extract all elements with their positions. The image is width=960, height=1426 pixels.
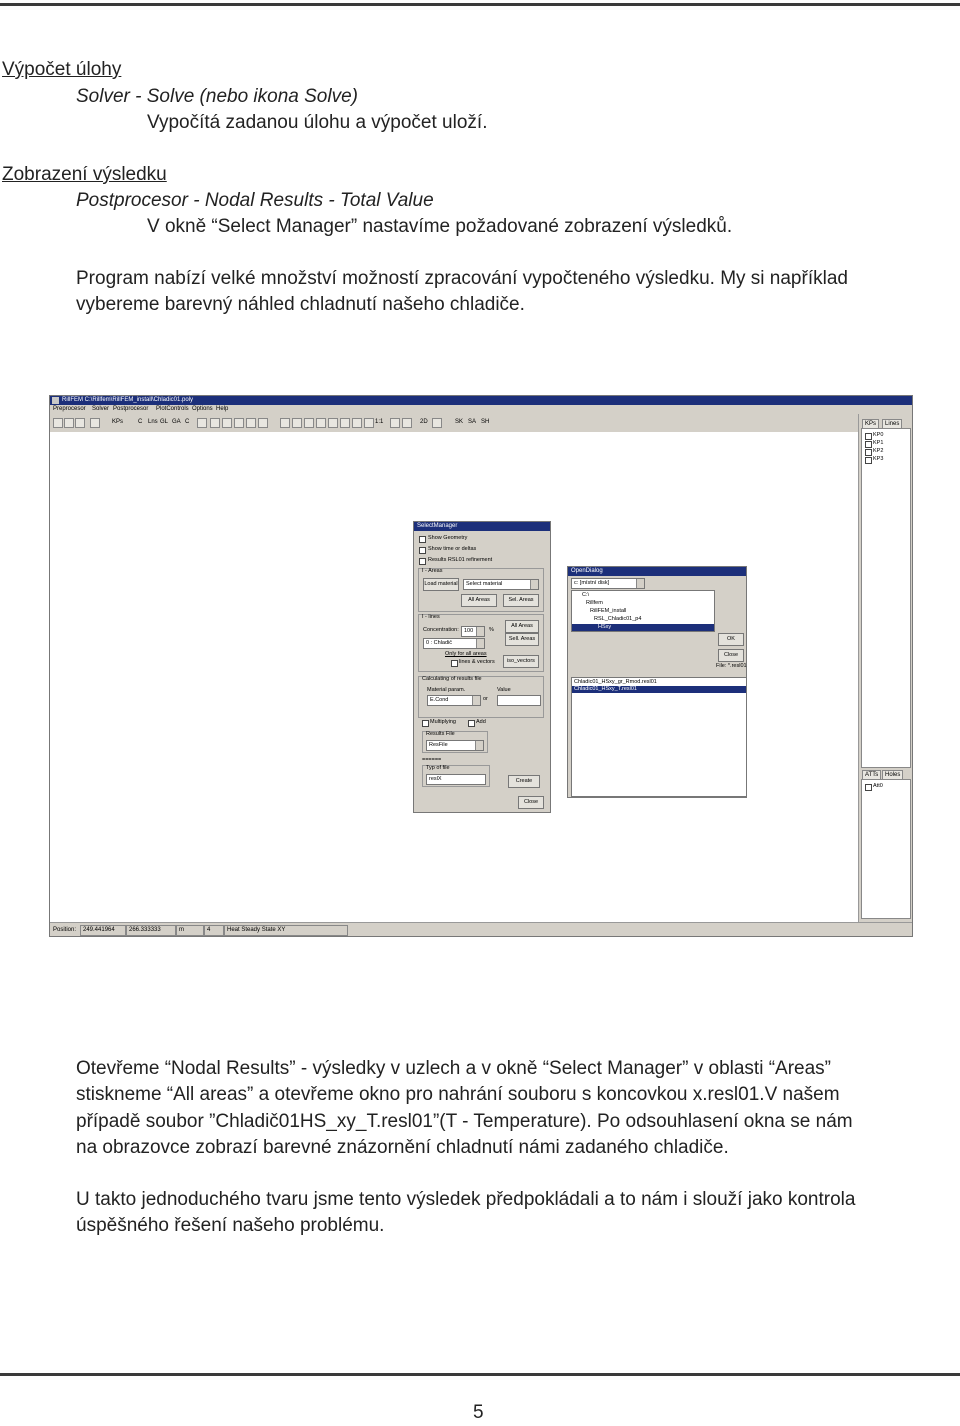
chevron-down-icon bbox=[476, 627, 484, 636]
rotate-icon[interactable] bbox=[292, 418, 302, 428]
paragraph-line: na obrazovce zobrazí barevné znázornění chladnutí námi zadaného chladiče. bbox=[76, 1136, 729, 1158]
material-param-dropdown[interactable] bbox=[427, 695, 481, 706]
view-icon[interactable] bbox=[432, 418, 442, 428]
show-geometry-checkbox[interactable] bbox=[419, 536, 426, 543]
select-manager-close-button[interactable]: Close bbox=[518, 796, 544, 809]
selected-directory-row[interactable] bbox=[572, 624, 714, 631]
create-button[interactable]: Create bbox=[508, 775, 540, 788]
menu-preprocesor[interactable]: Preprocesor bbox=[53, 406, 86, 412]
lines-group-label: I - lines bbox=[422, 614, 440, 620]
toolbar-scale[interactable]: 1:1 bbox=[375, 419, 384, 425]
tab-lines[interactable]: Lines bbox=[882, 419, 902, 429]
sel-areas-button[interactable]: Sel. Areas bbox=[503, 594, 539, 607]
only-for-all-areas-label: Only for all areas bbox=[445, 651, 487, 657]
file-filter-label: File: *.resl01 bbox=[716, 663, 747, 669]
material-param-label: Material param. bbox=[427, 687, 466, 693]
paragraph-line: úspěšného řešení našeho problému. bbox=[76, 1215, 385, 1237]
postprocesor-menu-path: Postprocesor - Nodal Results - Total Value bbox=[76, 190, 434, 211]
select-icon[interactable] bbox=[222, 418, 232, 428]
tab-kps[interactable]: KPs bbox=[862, 419, 879, 429]
directory-item[interactable]: RSL_Chladic01_p4 bbox=[594, 616, 642, 622]
results-refinement-label: Results RSL01 refinement bbox=[428, 557, 493, 563]
toolbar-sh[interactable]: SH bbox=[481, 419, 490, 425]
kp-list bbox=[861, 428, 911, 768]
fit-icon[interactable] bbox=[304, 418, 314, 428]
status-label: Position: bbox=[53, 927, 77, 933]
concentration-value: 100 bbox=[464, 628, 474, 634]
calc-group-label: Calculating of results file bbox=[422, 676, 482, 682]
toolbar-2d[interactable]: 2D bbox=[420, 419, 428, 425]
status-num: 4 bbox=[204, 925, 224, 936]
bottom-rule bbox=[0, 1373, 960, 1376]
kp1-checkbox[interactable] bbox=[865, 441, 872, 448]
rillfem-screenshot bbox=[49, 395, 913, 937]
file-list[interactable] bbox=[571, 677, 747, 797]
toolbar bbox=[50, 414, 912, 433]
directory-item[interactable]: C:\ bbox=[582, 592, 590, 598]
arrow-right-icon[interactable] bbox=[340, 418, 350, 428]
lines-all-areas-button[interactable]: All Areas bbox=[505, 620, 539, 633]
select-material-dropdown[interactable] bbox=[463, 579, 539, 590]
kp-item: KP3 bbox=[873, 456, 884, 462]
type-of-file-group bbox=[422, 765, 490, 787]
grid-icon[interactable] bbox=[258, 418, 268, 428]
status-unit: m bbox=[176, 925, 204, 936]
status-bar bbox=[50, 922, 912, 937]
open-file-icon[interactable] bbox=[64, 418, 74, 428]
status-y: 266.333333 bbox=[126, 925, 176, 936]
selected-file: Chladic01_HSxy_T.resl01 bbox=[574, 686, 637, 692]
add-label: Add bbox=[476, 719, 486, 725]
calc-group bbox=[418, 676, 544, 718]
lines-sel-areas-button[interactable]: Sell. Areas bbox=[505, 633, 539, 646]
multiplying-checkbox[interactable] bbox=[422, 720, 429, 727]
load-material-button[interactable]: Load material bbox=[423, 578, 459, 591]
kp2-checkbox[interactable] bbox=[865, 449, 872, 456]
add-checkbox[interactable] bbox=[468, 720, 475, 727]
results-refinement-checkbox[interactable] bbox=[419, 558, 426, 565]
postprocesor-description: V okně “Select Manager” nastavíme požadované zobrazení výsledků. bbox=[147, 216, 733, 237]
show-time-checkbox[interactable] bbox=[419, 547, 426, 554]
open-dialog-title: OpenDialog bbox=[568, 567, 746, 576]
toolbar-kps[interactable]: KPs bbox=[112, 419, 124, 425]
select-manager-dialog bbox=[413, 521, 551, 813]
page-number: 5 bbox=[473, 1402, 484, 1423]
show-time-label: Show time or deltas bbox=[428, 546, 477, 552]
areas-group-label: I - Areas bbox=[422, 568, 443, 574]
results-file-dropdown[interactable] bbox=[426, 740, 484, 751]
kp3-checkbox[interactable] bbox=[865, 457, 872, 464]
type-of-file-input[interactable]: reslX bbox=[426, 774, 486, 785]
drive-value: c: [místní disk] bbox=[574, 580, 610, 586]
lines-vectors-checkbox[interactable] bbox=[451, 660, 458, 667]
open-close-button[interactable]: Close bbox=[718, 649, 744, 662]
solver-description: Vypočítá zadanou úlohu a výpočet uloží. bbox=[147, 112, 488, 133]
att-list bbox=[861, 779, 911, 919]
menu-bar bbox=[50, 405, 912, 414]
pan-icon[interactable] bbox=[316, 418, 326, 428]
tab-atts[interactable]: ATTs bbox=[862, 770, 881, 780]
directory-item[interactable]: Rillfem bbox=[586, 600, 603, 606]
value-input[interactable] bbox=[497, 695, 541, 706]
menu-options[interactable]: Options bbox=[192, 406, 213, 412]
solver-menu-path: Solver - Solve (nebo ikona Solve) bbox=[76, 86, 358, 107]
kp0-checkbox[interactable] bbox=[865, 433, 872, 440]
mesh-icon[interactable] bbox=[390, 418, 400, 428]
top-rule bbox=[0, 3, 960, 6]
open-dialog bbox=[567, 566, 747, 798]
paragraph-otevreme bbox=[76, 1056, 960, 1161]
paragraph-line: případě soubor ”Chladič01HS_xy_T.resl01”(T - Temperature). Po odsouhlasení okna se nám bbox=[76, 1110, 853, 1132]
kp-item: KP1 bbox=[873, 440, 884, 446]
menu-plotcontrols[interactable]: PlotControls bbox=[156, 406, 189, 412]
toolbar-c2[interactable]: C bbox=[185, 419, 190, 425]
zoom-icon[interactable] bbox=[210, 418, 220, 428]
lines-vectors-label: lines & vectors bbox=[459, 659, 495, 665]
paragraph-line: Program nabízí velké množství možností zpracování vypočteného výsledku. My si například bbox=[76, 268, 848, 289]
paragraph-line: stiskneme “All areas” a otevřeme okno pro nahrání souboru s koncovkou x.resl01.V našem bbox=[76, 1084, 840, 1106]
arrow-up-icon[interactable] bbox=[352, 418, 362, 428]
toolbar-c[interactable]: C bbox=[138, 419, 143, 425]
zoom-in-icon[interactable] bbox=[234, 418, 244, 428]
results-file-label: Results File bbox=[426, 731, 455, 737]
results-file-value: ResFile bbox=[429, 742, 448, 748]
concentration-label: Concentration: bbox=[423, 627, 459, 633]
type-of-file-label: Typ of file bbox=[426, 765, 450, 771]
arrow-left-icon[interactable] bbox=[328, 418, 338, 428]
toolbar-lns[interactable]: Lns bbox=[148, 419, 158, 425]
toolbar-sa[interactable]: SA bbox=[468, 419, 477, 425]
open-ok-button[interactable]: OK bbox=[718, 633, 744, 646]
tab-holes[interactable]: Holes bbox=[882, 770, 903, 780]
menu-help[interactable]: Help bbox=[216, 406, 229, 412]
directory-item[interactable]: RillFEM_install bbox=[590, 608, 627, 614]
chevron-down-icon bbox=[475, 741, 483, 750]
chevron-down-icon bbox=[476, 639, 484, 648]
selected-directory: HSxy bbox=[598, 624, 612, 630]
iso-vectors-button[interactable]: iso_vectors bbox=[503, 655, 539, 668]
selected-file-row[interactable] bbox=[572, 686, 746, 693]
undo-icon[interactable] bbox=[90, 418, 100, 428]
status-x: 249.441964 bbox=[80, 925, 126, 936]
select-manager-title: SelectManager bbox=[414, 522, 550, 531]
save-file-icon[interactable] bbox=[75, 418, 85, 428]
app-icon bbox=[52, 397, 59, 404]
lines-group bbox=[418, 614, 544, 672]
att0-checkbox[interactable] bbox=[865, 784, 872, 791]
status-mode: Heat Steady State XY bbox=[224, 925, 348, 936]
chevron-down-icon bbox=[530, 580, 538, 589]
window-titlebar bbox=[50, 396, 912, 405]
concentration-input[interactable] bbox=[461, 626, 485, 637]
file-item[interactable]: Chladic01_HSxy_gr_Rmod.resl01 bbox=[574, 679, 657, 685]
chevron-down-icon bbox=[636, 579, 644, 588]
percent-label: % bbox=[489, 627, 494, 633]
toolbar-gl[interactable]: GL bbox=[160, 419, 169, 425]
chevron-down-icon bbox=[472, 696, 480, 705]
divider-text: ====== bbox=[422, 757, 442, 763]
rectangle-icon[interactable] bbox=[197, 418, 207, 428]
chladic-dropdown[interactable] bbox=[423, 638, 485, 649]
chladic-value: 0 : Chladič bbox=[426, 640, 452, 646]
material-param-value: E.Cond bbox=[430, 697, 449, 703]
paragraph-program bbox=[76, 266, 960, 319]
att-item: Att0 bbox=[873, 783, 883, 789]
or-label: or bbox=[483, 696, 488, 702]
value-label: Value bbox=[497, 687, 511, 693]
paragraph-line: Otevřeme “Nodal Results” - výsledky v uzlech a v okně “Select Manager” v oblasti “Areas” bbox=[76, 1058, 831, 1079]
paragraph-line: U takto jednoduchého tvaru jsme tento výsledek předpokládali a to nám i slouží jako kontrola bbox=[76, 1189, 856, 1210]
window-title: RillFEM C:\Rillfem\RillFEM_install\Chladic01.poly bbox=[62, 397, 194, 403]
zoom-out-icon[interactable] bbox=[246, 418, 256, 428]
all-areas-button[interactable]: All Areas bbox=[461, 594, 497, 607]
move-icon[interactable] bbox=[280, 418, 290, 428]
results-file-group bbox=[422, 731, 488, 753]
kp-item: KP0 bbox=[873, 432, 884, 438]
kp-item: KP2 bbox=[873, 448, 884, 454]
paragraph-line: vybereme barevný náhled chladnutí našeho chladiče. bbox=[76, 294, 525, 316]
directory-list[interactable] bbox=[571, 590, 715, 632]
right-panel bbox=[858, 414, 913, 922]
select-material-value: Select material bbox=[466, 581, 503, 587]
show-geometry-label: Show Geometry bbox=[428, 535, 468, 541]
drive-dropdown[interactable] bbox=[571, 578, 645, 589]
heading-zobrazeni-vysledku: Zobrazení výsledku bbox=[2, 164, 167, 185]
areas-group bbox=[418, 568, 544, 612]
arrow-down-icon[interactable] bbox=[364, 418, 374, 428]
menu-postprocesor[interactable]: Postprocesor bbox=[113, 406, 149, 412]
toolbar-ga[interactable]: GA bbox=[172, 419, 181, 425]
solve-icon[interactable] bbox=[402, 418, 412, 428]
heading-vypocet-ulohy: Výpočet úlohy bbox=[2, 59, 122, 80]
new-file-icon[interactable] bbox=[53, 418, 63, 428]
menu-solver[interactable]: Solver bbox=[92, 406, 110, 412]
paragraph-u-takto bbox=[76, 1187, 960, 1240]
toolbar-sk[interactable]: SK bbox=[455, 419, 464, 425]
multiplying-label: Multiplying bbox=[430, 719, 456, 725]
